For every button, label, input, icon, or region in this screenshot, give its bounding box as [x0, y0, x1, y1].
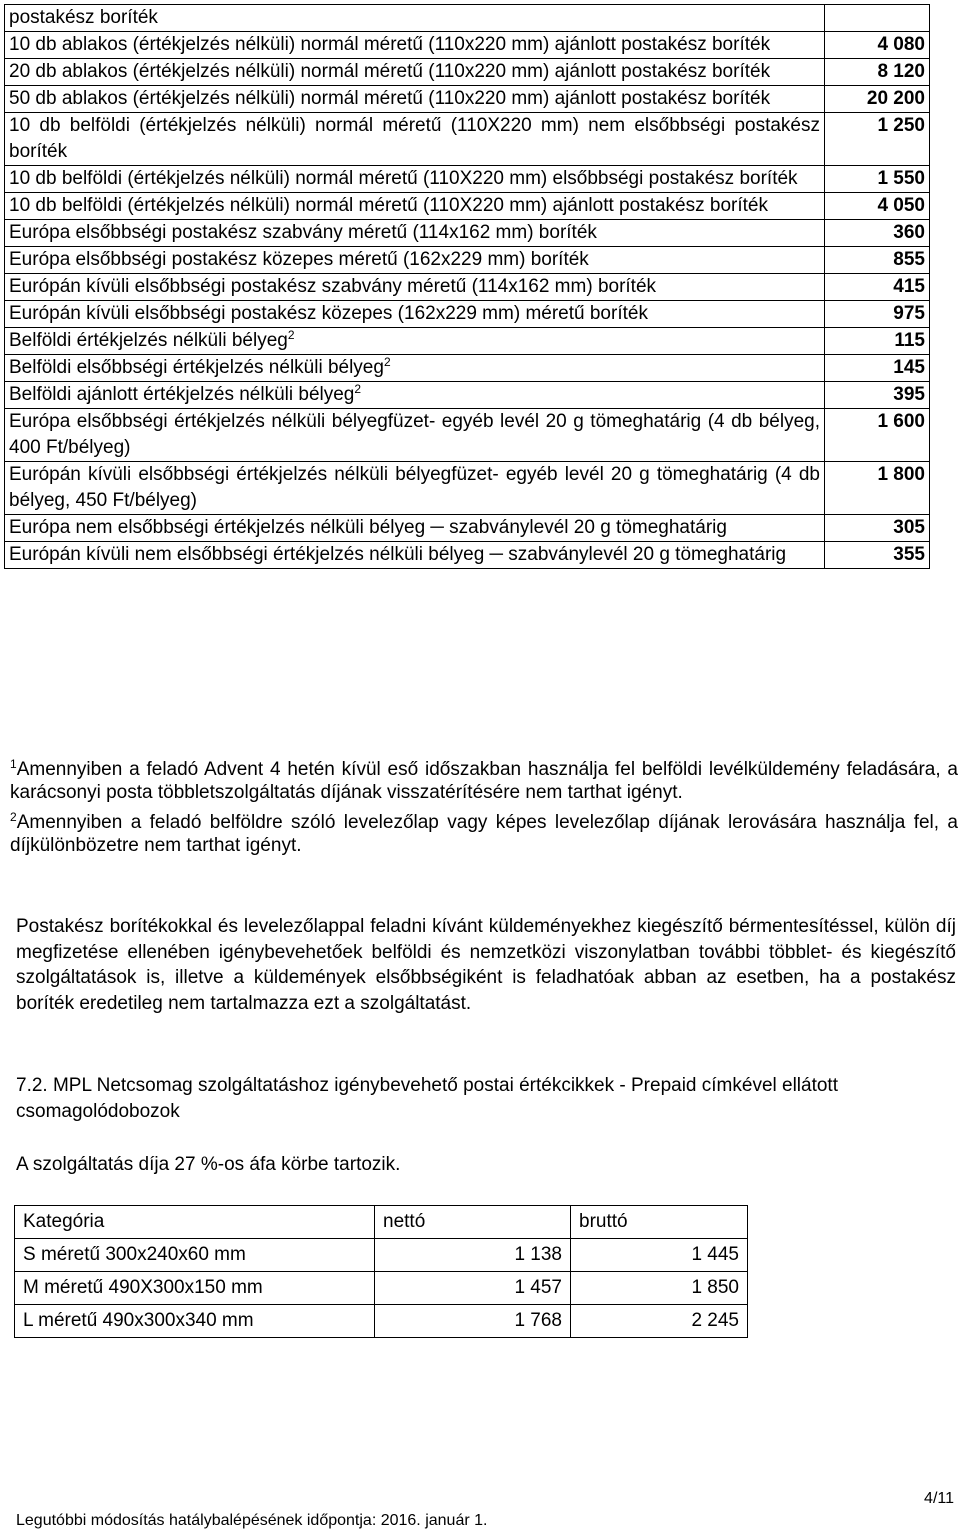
footnote-mark: 2: [10, 810, 17, 824]
item-price: 855: [825, 247, 930, 274]
table-row: [5, 328, 930, 355]
item-price: 360: [825, 220, 930, 247]
table-row: [5, 59, 930, 86]
table-row: [15, 1305, 748, 1338]
item-description: [5, 355, 825, 382]
item-description: [5, 542, 825, 569]
item-description-text: 10 db belföldi (értékjelzés nélküli) normál méretű (110X220 mm) elsőbbségi postakész boríték: [9, 168, 798, 189]
item-price: 20 200: [825, 86, 930, 113]
item-description: [5, 59, 825, 86]
item-price: 145: [825, 355, 930, 382]
section-title: 7.2. MPL Netcsomag szolgáltatáshoz igénybevehető postai értékcikkek - Prepaid címkével ellátott csomagolódobozok: [16, 1075, 838, 1122]
footnote-mark: 1: [10, 757, 17, 771]
table-row: [5, 462, 930, 515]
table-row: [5, 86, 930, 113]
footnote-text: Amennyiben a feladó belföldre szóló levelezőlap vagy képes levelezőlap díjának lerovására használja fel, a díjkülönbözetre nem tarthat igényt.: [10, 812, 958, 856]
package-net: 1 457: [375, 1272, 571, 1305]
table-row: [5, 247, 930, 274]
package-net: 1 768: [375, 1305, 571, 1338]
item-price: 305: [825, 515, 930, 542]
item-description-text: Európán kívüli nem elsőbbségi értékjelzés nélküli bélyeg ─ szabványlevél 20 g tömeghatárig: [9, 544, 787, 565]
item-description-text: Európa elsőbbségi értékjelzés nélküli bélyegfüzet- egyéb levél 20 g tömeghatárig (4 db bélyeg, 400 Ft/bélyeg): [9, 411, 820, 458]
table-row: [15, 1272, 748, 1305]
item-description: [5, 274, 825, 301]
table-row: [5, 166, 930, 193]
item-price: 1 250: [825, 113, 930, 166]
table-row: [5, 382, 930, 409]
item-price: 415: [825, 274, 930, 301]
item-price: 355: [825, 542, 930, 569]
table-row: [5, 220, 930, 247]
item-price: 8 120: [825, 59, 930, 86]
item-description-text: 20 db ablakos (értékjelzés nélküli) normál méretű (110x220 mm) ajánlott postakész boríték: [9, 61, 771, 82]
item-description-text: Európán kívüli elsőbbségi postakész közepes (162x229 mm) méretű boríték: [9, 303, 648, 324]
table-row: [5, 274, 930, 301]
item-description-text: Belföldi értékjelzés nélküli bélyeg: [9, 330, 288, 351]
package-table: [14, 1205, 748, 1338]
item-description-text: Európa nem elsőbbségi értékjelzés nélküli bélyeg ─ szabványlevél 20 g tömeghatárig: [9, 517, 727, 538]
table-row: [5, 355, 930, 382]
item-description: [5, 382, 825, 409]
info-paragraph: Postakész borítékokkal és levelezőlappal feladni kívánt küldeményekhez kiegészítő bérmentesítéssel, külön díj megfizetése ellenében igénybevehetőek belföldi és nemzetközi viszonylatban további többlet- és kiegészítő szolgáltatások is, illetve a küldemények elsőbbségiként is feladhatóak abban az esetben, ha a postakész boríték eredetileg nem tartalmazza ezt a szolgáltatást.: [16, 916, 956, 1015]
item-price: [825, 5, 930, 32]
package-gross: 2 245: [571, 1305, 748, 1338]
package-net: 1 138: [375, 1239, 571, 1272]
vat-note: A szolgáltatás díja 27 %-os áfa körbe tartozik.: [16, 1154, 401, 1175]
item-description: [5, 247, 825, 274]
item-description: [5, 220, 825, 247]
item-description-text: 50 db ablakos (értékjelzés nélküli) normál méretű (110x220 mm) ajánlott postakész boríték: [9, 88, 771, 109]
table-row: [5, 409, 930, 462]
item-description-text: Európán kívüli elsőbbségi értékjelzés nélküli bélyegfüzet- egyéb levél 20 g tömeghatárig (4 db bélyeg, 450 Ft/bélyeg): [9, 464, 820, 511]
page-number: 4/11: [924, 1490, 954, 1507]
price-table: [4, 4, 930, 569]
item-description-text: Európa elsőbbségi postakész szabvány méretű (114x162 mm) boríték: [9, 222, 597, 243]
header-category: Kategória: [15, 1206, 375, 1239]
price-table-body: [5, 5, 930, 569]
table-row: [15, 1239, 748, 1272]
footnote-1: [10, 758, 958, 804]
item-price: 975: [825, 301, 930, 328]
footnote-ref: 2: [383, 355, 391, 369]
item-description: [5, 328, 825, 355]
item-description: [5, 301, 825, 328]
table-row: [5, 193, 930, 220]
item-description: [5, 462, 825, 515]
footnote-text: Amennyiben a feladó Advent 4 hetén kívül eső időszakban használja fel belföldi levélküldemény feladására, a karácsonyi posta többletszolgáltatás díjának visszatérítésére nem tarthat igényt.: [10, 759, 958, 803]
footer-text: Legutóbbi módosítás hatálybalépésének időpontja: 2016. január 1.: [16, 1512, 488, 1529]
table-row: [5, 542, 930, 569]
item-description-text: 10 db belföldi (értékjelzés nélküli) normál méretű (110X220 mm) ajánlott postakész boríték: [9, 195, 768, 216]
item-description: [5, 409, 825, 462]
item-price: 115: [825, 328, 930, 355]
package-gross: 1 445: [571, 1239, 748, 1272]
item-price: 4 080: [825, 32, 930, 59]
footnote-2: [10, 811, 958, 857]
item-description-text: 10 db ablakos (értékjelzés nélküli) normál méretű (110x220 mm) ajánlott postakész boríték: [9, 34, 771, 55]
header-gross: bruttó: [571, 1206, 748, 1239]
footnotes: [10, 758, 958, 857]
item-price: 4 050: [825, 193, 930, 220]
package-table-header-row: [15, 1206, 748, 1239]
item-description: [5, 32, 825, 59]
item-price: 1 550: [825, 166, 930, 193]
table-row: [5, 301, 930, 328]
item-description-text: Belföldi ajánlott értékjelzés nélküli bélyeg: [9, 384, 355, 405]
item-description: [5, 5, 825, 32]
table-row: [5, 32, 930, 59]
package-category: S méretű 300x240x60 mm: [15, 1239, 375, 1272]
item-price: 395: [825, 382, 930, 409]
item-description-text: postakész boríték: [9, 7, 158, 28]
package-category: L méretű 490x300x340 mm: [15, 1305, 375, 1338]
footnote-ref: 2: [354, 382, 362, 396]
package-category: M méretű 490X300x150 mm: [15, 1272, 375, 1305]
item-description: [5, 193, 825, 220]
item-description: [5, 113, 825, 166]
item-description: [5, 166, 825, 193]
item-description: [5, 86, 825, 113]
item-description-text: Európa elsőbbségi postakész közepes méretű (162x229 mm) boríték: [9, 249, 589, 270]
package-gross: 1 850: [571, 1272, 748, 1305]
table-row: [5, 5, 930, 32]
table-row: [5, 113, 930, 166]
header-net: nettó: [375, 1206, 571, 1239]
item-price: 1 800: [825, 462, 930, 515]
item-description-text: 10 db belföldi (értékjelzés nélküli) normál méretű (110X220 mm) nem elsőbbségi postakész boríték: [9, 115, 820, 162]
item-description-text: Európán kívüli elsőbbségi postakész szabvány méretű (114x162 mm) boríték: [9, 276, 657, 297]
footnote-ref: 2: [287, 328, 295, 342]
table-row: [5, 515, 930, 542]
item-description-text: Belföldi elsőbbségi értékjelzés nélküli bélyeg: [9, 357, 384, 378]
item-price: 1 600: [825, 409, 930, 462]
item-description: [5, 515, 825, 542]
